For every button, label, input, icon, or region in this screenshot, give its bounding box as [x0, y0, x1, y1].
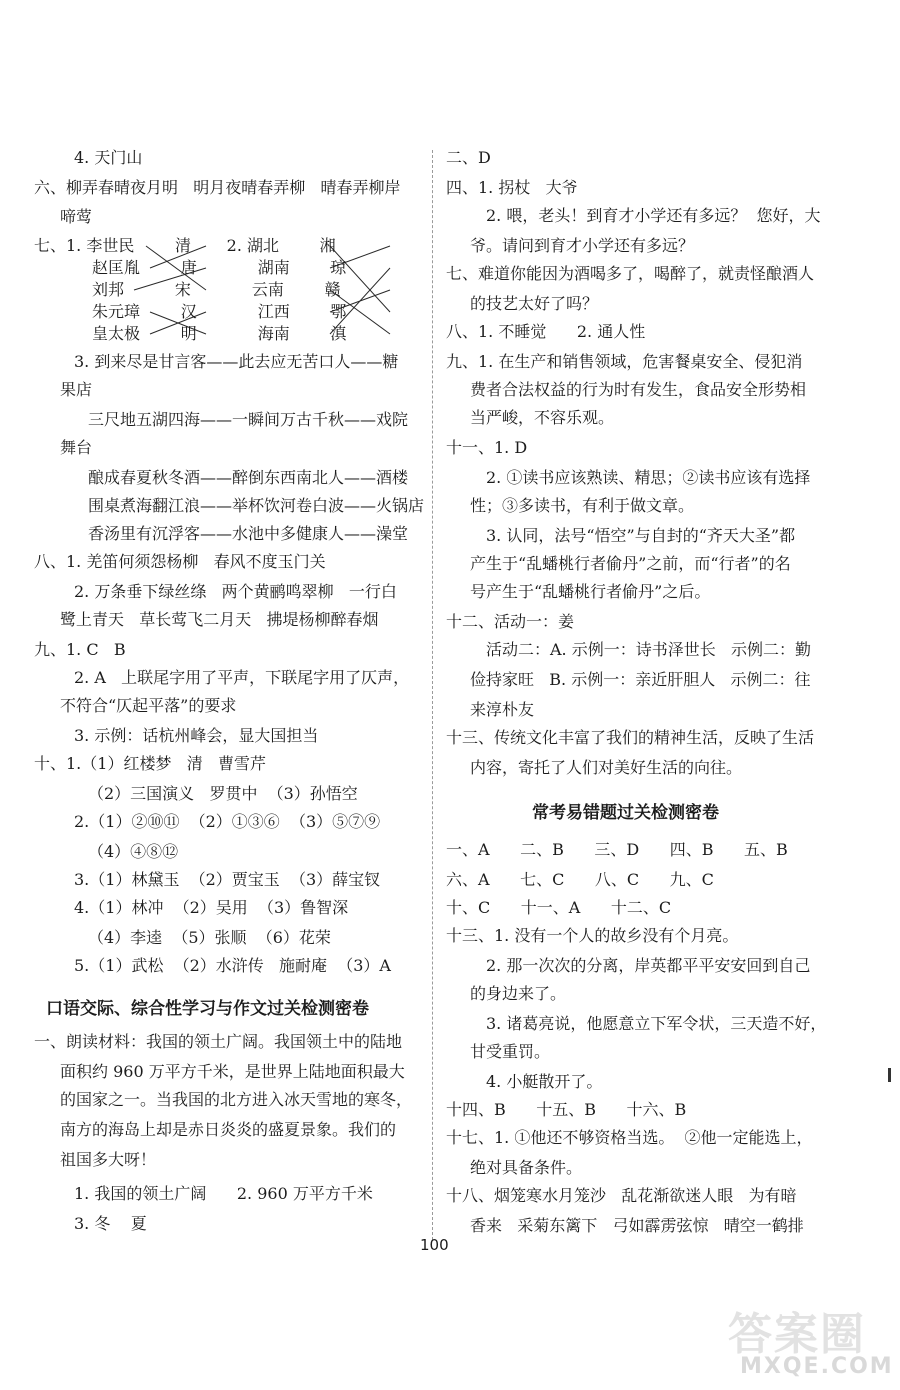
- answer-line: 费者合法权益的行为时有发生，食品安全形势相: [470, 380, 807, 399]
- answer-line: 九、1. C B: [34, 640, 126, 659]
- answer-line: 四、1. 拐杖 大爷: [446, 178, 578, 197]
- answer-line: 赵匡胤 唐 湖南 琼: [92, 258, 347, 277]
- answer-line: 朱元璋 汉 江西 鄂: [92, 302, 347, 321]
- section-heading-right: 常考易错题过关检测密卷: [532, 803, 719, 823]
- answer-line: 祖国多大呀！: [60, 1150, 157, 1169]
- answer-line: 5.（1）武松 （2）水浒传 施耐庵 （3）A: [74, 956, 391, 975]
- answer-line: 十三、1. 没有一个人的故乡没有个月亮。: [446, 926, 739, 945]
- answer-line: 十一、1. D: [446, 438, 528, 457]
- answer-line: 3.（1）林黛玉 （2）贾宝玉 （3）薛宝钗: [74, 870, 381, 889]
- answer-line: 十四、B 十五、B 十六、B: [446, 1100, 687, 1119]
- answer-line: 七、难道你能因为酒喝多了，喝醉了，就责怪酿酒人: [446, 264, 815, 283]
- answer-line: 香来 采菊东篱下 弓如霹雳弦惊 晴空一鹤排: [470, 1216, 804, 1235]
- answer-line: 绝对具备条件。: [470, 1158, 583, 1177]
- answer-line: 3. 诸葛亮说，他愿意立下军令状，三天造不好，: [486, 1014, 827, 1033]
- answer-line: 皇太极 明 海南 滇: [92, 324, 347, 343]
- answer-line: 六、A 七、C 八、C 九、C: [446, 870, 714, 889]
- answer-line: 一、A 二、B 三、D 四、B 五、B: [446, 840, 788, 859]
- answer-line: 六、柳弄春晴夜月明 明月夜晴春弄柳 晴春弄柳岸: [34, 178, 401, 197]
- answer-line: 一、朗读材料：我国的领土广阔。我国领土中的陆地: [34, 1032, 403, 1051]
- answer-line: 十、C 十一、A 十二、C: [446, 898, 672, 917]
- answer-line: 4. 小艇散开了。: [486, 1072, 603, 1091]
- answer-line: 啼莺: [60, 207, 93, 226]
- answer-line: 鹭上青天 草长莺飞二月天 拂堤杨柳醉春烟: [60, 610, 379, 629]
- answer-line: 2. 喂，老头！到育才小学还有多远？ 您好，大: [486, 206, 821, 225]
- column-divider: [432, 150, 433, 1240]
- answer-line: 十三、传统文化丰富了我们的精神生活，反映了生活: [446, 728, 815, 747]
- answer-line: 3. 认同，法号“悟空”与自封的“齐天大圣”都: [486, 526, 796, 545]
- answer-line: 2.（1）②⑩⑪ （2）①③⑥ （3）⑤⑦⑨: [74, 812, 381, 831]
- answer-line: 酿成春夏秋冬酒——醉倒东西南北人——酒楼: [88, 468, 409, 487]
- answer-line: 1. 我国的领土广阔 2. 960 万平方千米: [74, 1184, 373, 1203]
- answer-line: 4.（1）林冲 （2）吴用 （3）鲁智深: [74, 898, 349, 917]
- answer-line: 不符合“仄起平落”的要求: [60, 696, 237, 715]
- answer-line: 内容，寄托了人们对美好生活的向往。: [470, 758, 743, 777]
- answer-line: 十八、烟笼寒水月笼沙 乱花渐欲迷人眼 为有暗: [446, 1186, 797, 1205]
- answer-line: 2. 万条垂下绿丝绦 两个黄鹂鸣翠柳 一行白: [74, 582, 397, 601]
- answer-line: 当严峻，不容乐观。: [470, 408, 615, 427]
- answer-line: 三尺地五湖四海——一瞬间万古千秋——戏院: [88, 410, 409, 429]
- answer-line: 十二、活动一：姜: [446, 612, 575, 631]
- answer-line: 俭持家旺 B. 示例一：亲近肝胆人 示例二：往: [470, 670, 811, 689]
- answer-line: 七、1. 李世民 清 2. 湖北 湘: [34, 236, 336, 255]
- answer-line: 性；③多读书，有利于做文章。: [470, 496, 695, 515]
- answer-line: 2. A 上联尾字用了平声，下联尾字用了仄声，: [74, 668, 410, 687]
- answer-line: 香汤里有沉浮客——水池中多健康人——澡堂: [88, 524, 409, 543]
- answer-line: 二、D: [446, 148, 491, 167]
- answer-line: 的国家之一。当我国的北方进入冰天雪地的寒冬，: [60, 1090, 413, 1109]
- answer-line: 号产生于“乱蟠桃行者偷丹”之后。: [470, 582, 711, 601]
- watermark-logo: 答案圈: [728, 1309, 866, 1360]
- margin-mark: [888, 1068, 891, 1082]
- answer-line: （4）④⑧⑫: [88, 842, 179, 861]
- answer-line: 面积约 960 万平方千米，是世界上陆地面积最大: [60, 1062, 405, 1081]
- answer-line: 果店: [60, 380, 93, 399]
- answer-line: 3. 到来尽是甘言客——此去应无苦口人——糖: [74, 352, 399, 371]
- answer-line: 爷。请问到育才小学还有多远？: [470, 236, 695, 255]
- answer-line: 的身边来了。: [470, 984, 567, 1003]
- answer-line: 活动二：A. 示例一：诗书泽世长 示例二：勤: [486, 640, 811, 659]
- answer-line: 4. 天门山: [74, 148, 143, 167]
- page-number: 100: [420, 1236, 449, 1254]
- watermark-url: MXQE.COM: [740, 1354, 894, 1379]
- answer-line: 九、1. 在生产和销售领域，危害餐桌安全、侵犯消: [446, 352, 803, 371]
- answer-line: 围桌煮海翻江浪——举杯饮河卷白波——火锅店: [88, 496, 425, 515]
- answer-line: 南方的海岛上却是赤日炎炎的盛夏景象。我们的: [60, 1120, 397, 1139]
- answer-line: 十七、1. ①他还不够资格当选。 ②他一定能选上，: [446, 1128, 813, 1147]
- answer-line: 十、1.（1）红楼梦 清 曹雪芹: [34, 754, 266, 773]
- answer-line: 八、1. 羌笛何须怨杨柳 春风不度玉门关: [34, 552, 326, 571]
- answer-line: （4）李逵 （5）张顺 （6）花荣: [88, 928, 331, 947]
- answer-line: 八、1. 不睡觉 2. 通人性: [446, 322, 646, 341]
- section-heading-left: 口语交际、综合性学习与作文过关检测密卷: [46, 999, 369, 1019]
- answer-line: （2）三国演义 罗贯中 （3）孙悟空: [88, 784, 358, 803]
- answer-line: 3. 冬 夏: [74, 1214, 147, 1233]
- answer-line: 刘邦 宋 云南 赣: [92, 280, 341, 299]
- answer-line: 3. 示例：话杭州峰会，显大国担当: [74, 726, 319, 745]
- answer-line: 2. 那一次次的分离，岸英都平平安安回到自己: [486, 956, 811, 975]
- answer-line: 产生于“乱蟠桃行者偷丹”之前，而“行者”的名: [470, 554, 791, 573]
- answer-line: 2. ①读书应该熟读、精思；②读书应该有选择: [486, 468, 811, 487]
- answer-line: 舞台: [60, 438, 93, 457]
- answer-line: 甘受重罚。: [470, 1042, 551, 1061]
- answer-line: 的技艺太好了吗？: [470, 294, 599, 313]
- answer-line: 来淳朴友: [470, 700, 535, 719]
